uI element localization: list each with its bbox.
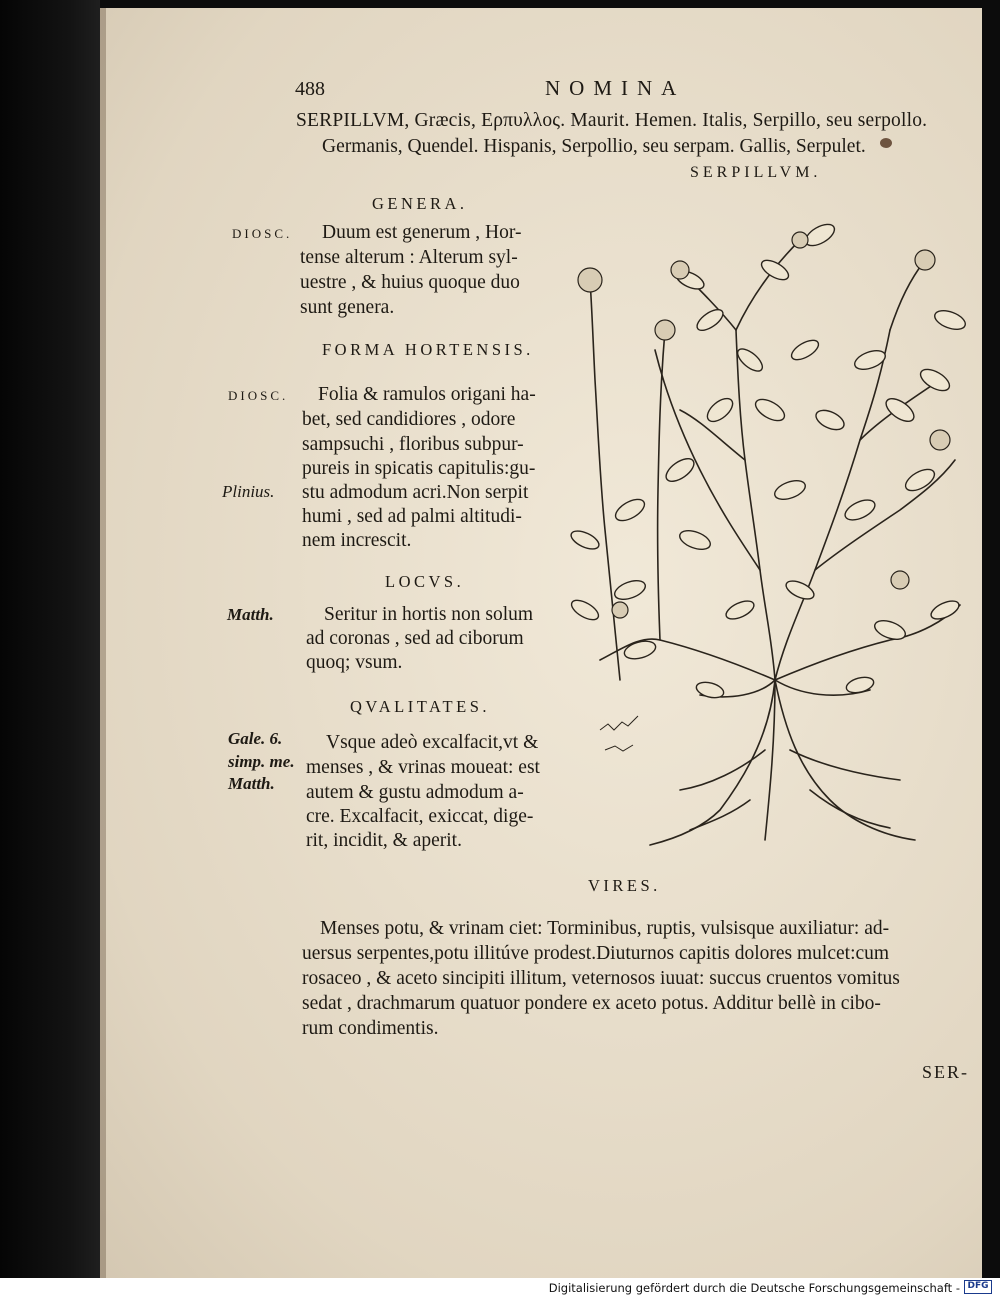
margin-note-line: simp. me. xyxy=(228,751,295,771)
plant-names-line-2: Germanis, Quendel. Hispanis, Serpollio, seu serpam. Gallis, Serpulet. xyxy=(322,136,866,157)
section-heading-vires: VIRES. xyxy=(588,876,661,895)
page-number: 488 xyxy=(295,78,325,100)
margin-note-diosc: DIOSC. xyxy=(228,388,289,403)
forma-line: nem increscit. xyxy=(302,530,412,551)
locus-line: Seritur in hortis non solum xyxy=(324,604,534,625)
section-heading-forma: FORMA HORTENSIS. xyxy=(322,340,534,359)
vires-line: sedat , drachmarum quatuor pondere ex aceto potus. Additur bellè in cibo- xyxy=(302,993,881,1014)
forma-line: humi , sed ad palmi altitudi- xyxy=(302,506,522,527)
vires-line: uersus serpentes,potu illitúve prodest.Diuturnos capitis dolores mulcet:cum xyxy=(302,943,890,964)
genera-line: tense alterum : Alterum syl- xyxy=(300,247,518,268)
catchword: SER- xyxy=(922,1062,970,1082)
margin-note-line: Matth. xyxy=(228,774,275,793)
vires-line: Menses potu, & vrinam ciet: Torminibus, ruptis, vulsisque auxiliatur: ad- xyxy=(320,918,890,939)
margin-note-plinius: Plinius. xyxy=(222,482,275,501)
qualitates-line: cre. Excalfacit, exiccat, dige- xyxy=(306,806,534,827)
plant-woodcut-icon xyxy=(560,210,975,850)
page-gutter xyxy=(100,8,106,1278)
book-edge-shadow xyxy=(0,0,100,1278)
margin-note-diosc: DIOSC. xyxy=(232,226,293,241)
forma-line: Folia & ramulos origani ha- xyxy=(318,384,536,405)
qualitates-line: Vsque adeò excalfacit,vt & xyxy=(326,732,539,753)
qualitates-line: autem & gustu admodum a- xyxy=(306,782,524,803)
genera-line: sunt genera. xyxy=(300,297,395,318)
forma-line: sampsuchi , floribus subpur- xyxy=(302,434,524,455)
locus-line: ad coronas , sed ad ciborum xyxy=(306,628,524,649)
forma-line: stu admodum acri.Non serpit xyxy=(302,482,529,503)
section-heading-qualitates: QVALITATES. xyxy=(350,697,490,716)
qualitates-line: menses , & vrinas moueat: est xyxy=(306,757,540,778)
ink-blot xyxy=(880,138,892,148)
running-head: NOMINA xyxy=(545,76,686,100)
section-heading-locus: LOCVS. xyxy=(385,572,465,591)
section-heading-genera: GENERA. xyxy=(372,194,468,213)
margin-note-galen xyxy=(228,728,295,796)
margin-note-line: Gale. 6. xyxy=(228,729,283,748)
funding-notice: Digitalisierung gefördert durch die Deutsche Forschungsgemeinschaft - xyxy=(548,1281,960,1295)
locus-line: quoq; vsum. xyxy=(306,652,403,673)
illustration-caption: SERPILLVM. xyxy=(690,164,822,181)
genera-line: Duum est generum , Hor- xyxy=(322,222,522,243)
forma-line: bet, sed candidiores , odore xyxy=(302,409,516,430)
plant-names-line-1: SERPILLVM, Græcis, Ερπυλλος. Maurit. Hemen. Italis, Serpillo, seu serpollo. xyxy=(296,110,928,131)
dfg-logo-icon: DFG xyxy=(964,1280,992,1294)
margin-note-matth: Matth. xyxy=(227,605,274,624)
vires-line: rosaceo , & aceto sincipiti illitum, veternosos iuuat: succus cruentos vomitus xyxy=(302,968,900,989)
forma-line: pureis in spicatis capitulis:gu- xyxy=(302,458,536,479)
genera-line: uestre , & huius quoque duo xyxy=(300,272,520,293)
qualitates-line: rit, incidit, & aperit. xyxy=(306,830,462,851)
vires-line: rum condimentis. xyxy=(302,1018,439,1039)
